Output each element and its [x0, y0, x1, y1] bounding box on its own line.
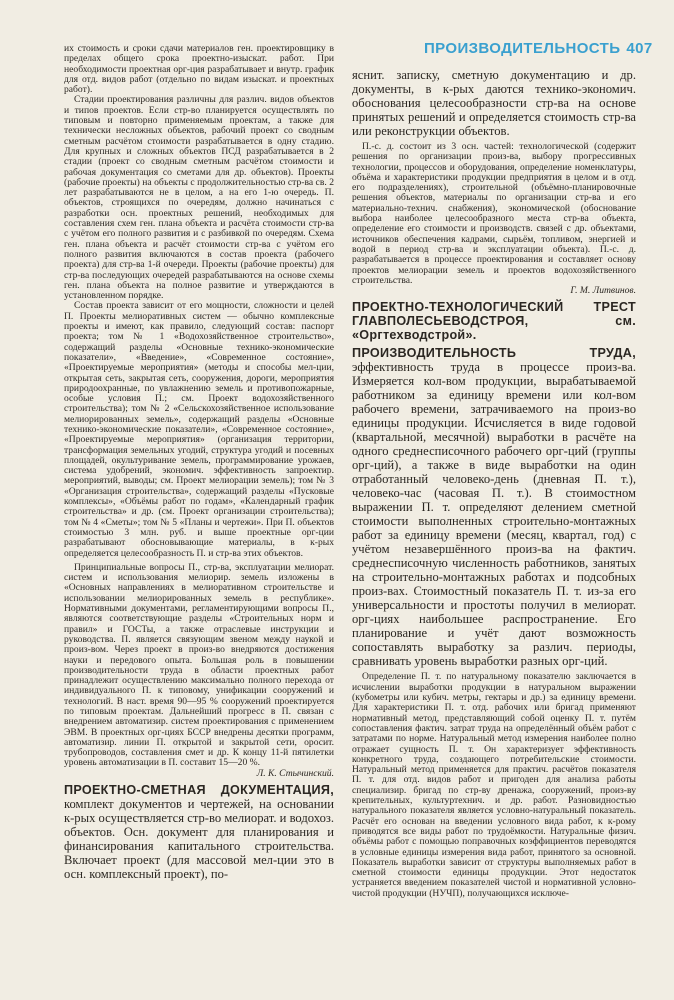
paragraph: яснит. записку, сметную документацию и др. документы, в к-рых даются технико-экономич. обоснования целесообразности стр-ва на основе принятых решений и определяется стоимость стр-ва или реконструкции объектов. — [352, 68, 636, 138]
entry-title: ПРОЕКТНО-СМЕТНАЯ ДОКУМЕНТАЦИЯ, — [64, 783, 334, 798]
entry-proizvoditelnost — [352, 346, 636, 668]
entry-text: эффективность труда в процессе произ-ва. Измеряется кол-вом продукции, вырабатываемой работником за единицу времени или кол-вом рабочего времени, затрачиваемого на произ-во единицы продукции. Исчисляется в виде годовой (квартальной, месячной) выработки в расчёте на одного среднесписочного рабочего орг-ций (группы орг-ций), а также в виде выработки на один отработанный человеко-день (дневная П. т.), человеко-час (часовая П. т.). В стоимостном выражении П. т. определяют делением сметной стоимости выполненных строительно-монтажных работ за единицу времени (месяц, квартал, год) с учётом незавершённого произ-ва на фактич. среднесписочную численность работников, занятых на строительно-монтажных работах и подсобных произ-вах. Стоимостный показатель П. т. из-за его универсальности и простоты получил в мелиорат. орг-циях наибольшее распространение. Его планирование и учёт дают возможность сопоставлять выработку за различ. периоды, сравнивать уровень выработки разных орг-ций. — [352, 360, 636, 669]
paragraph: Состав проекта зависит от его мощности, сложности и целей П. Проекты мелиоративных систем — обычно комплексные проекты и имеют, как правило, следующий состав: паспорт проекта; том № 1 «Водохозяйственное строительство», содержащий разделы «Основные технико-экономические показатели», «Введение», «Современное состояние», «Проектируемые мероприятия» (методы и способы мел-ции, открытая сеть, закрытая сеть, сооружения, дороги, мероприятия природоохранные, по увлажнению земель и противопожарные, особые условия П.; см. Проект водохозяйственного строительства); том № 2 «Сельскохозяйственное использование мелиорированных земель», содержащий разделы «Основные технико-экономические показатели», «Современное состояние», «Проектируемые мероприятия» (организация территории, трансформация земельных угодий, структура угодий и посевных площадей, окультуривание земель, программирование урожаев, система удобрений, экономич. эффективность запроектир. мероприятий, выводы; см. Проект мелиорации земель); том № 3 «Организация строительства», содержащий разделы «Пусковые комплексы», «Объёмы работ по годам», «Календарный график строительства» и др. (см. Проект организации строительства); том № 4 «Сметы»; том № 5 «Планы и чертежи». При П. объектов стоимостью 3 млн. руб. и выше проектные орг-ции разрабатывают обосновывающие материалы, в к-рых определяется целесообразность П. и стр-ва этих объектов. — [64, 300, 334, 559]
entry-text: комплект документов и чертежей, на основании к-рых осуществляется стр-во мелиорат. и водохоз. объектов. Осн. документ для планирования и финансирования капитального строительства. Включает проект (для массовой мел-ции это в осн. комплексный проект), по- — [64, 797, 334, 882]
continued-text — [352, 68, 636, 138]
entry-proektno-smetnaya — [64, 783, 334, 881]
entry-title: ПРОИЗВОДИТЕЛЬНОСТЬ ТРУДА, — [352, 346, 636, 361]
header-title: ПРОИЗВОДИТЕЛЬНОСТЬ — [424, 40, 621, 57]
author-signature: Г. М. Литвинов. — [570, 285, 636, 297]
entry-title: ПРОЕКТНО-ТЕХНОЛОГИЧЕСКИЙ ТРЕСТ ГЛАВПОЛЕСЬЕВОДСТРОЯ, см. «Оргтехводстрой». — [352, 300, 636, 343]
left-column — [64, 44, 334, 881]
paragraph: Стадии проектирования различны для различ. видов объектов и типов проектов. Если стр-во планируется осуществлять по типовым и повторно применяемым проектам, а также для технически несложных объектов, рабочий проект со сводным сметным расчётом стоимости разрабатывается в одну стадию. Для крупных и сложных объектов ПСД разрабатывается в 2 стадии (проект со сводным сметным расчётом стоимости и рабочая документация со сметами для др. объектов). Проекты (рабочие проекты) на объекты с продолжительностью стр-ва св. 2 лет разрабатываются не в целом, а на его 1-ю очередь. П. объектов, строящихся по очередям, должно начинаться с разработки осн. проектных решений, необходимых для составления схем ген. плана объекта и расчёта стоимости стр-ва с учётом его полного развития и с разбивкой по очередям. Схема ген. плана объекта и расчёт стоимости стр-ва с учётом его полного развития включаются в состав проекта (рабочего проекта) для стр-ва 1-й очереди. Проекты (рабочие проекты) для стр-ва последующих очередей разрабатываются на основе схемы ген. плана объекта на полное развитие и утверждаются в установленном порядке. — [64, 94, 334, 302]
right-column — [352, 68, 636, 899]
paragraph: Определение П. т. по натуральному показателю заключается в исчислении выработки продукции в натуральном выражении (кубометры или кубич. метры, гектары и др.) за единицу времени. Для характеристики П. т. отд. рабочих или бригад применяют нормативный метод, представляющий собой оценку П. т. путём сопоставления фактич. затрат труда на определённый объём работ с затратами по норме. Натуральный метод измерения наиболее полно отражает сущность П. т. Он характеризует эффективность конкретного труда, создающего потребительские стоимости. Натуральный метод применяется для практич. расчётов показателя П. т. для отд. видов работ и пригоден для анализа работы специализир. бригад по стр-ву дренажа, сооружений, произ-ву крепительных, культуртехнич. и др. работ. Разновидностью натурального показателя является условно-натуральный показатель. Расчёт его основан на введении условного вида работ, к к-рому приводятся все виды работ по трудоёмкости. Натуральные физич. объёмы работ с помощью поправочных коэффициентов переводятся в условные единицы измерения вида работ, принятого за основной. Показатель выработки зависит от структуры выполняемых работ в сметной стоимости единицы продукции. Этот недостаток устраняется введением показателей чистой и нормативной условно-чистой продукции (НУЧП), получающихся исключе- — [352, 671, 636, 899]
page-number: 407 — [626, 40, 653, 57]
author-signature: Л. К. Стычинский. — [256, 767, 334, 779]
paragraph: Принципиальные вопросы П., стр-ва, эксплуатации мелиорат. систем и использования мелиорир. земель изложены в «Основных направлениях в мелиоративном строительстве и использовании мелиорированных земель в республике». Нормативными документами, регламентирующими вопросы П., являются соответствующие разделы «Строительных норм и правил» и ГОСТы, а также отраслевые инструкции и руководства. П. является связующим звеном между наукой и произ-вом. Через проект в произ-во внедряются достижения науки и передового опыта. Большая роль в повышении производительности труда в области проектных работ принадлежит осуществлению максимально полного перехода от индивидуального П. к типовому, унификации сооружений и технологий. В наст. время 90—95 % сооружений проектируется по типовым проектам. Дальнейший прогресс в П. связан с внедрением автоматизир. систем проектирования с применением ЭВМ. В проектных орг-циях БССР внедрены десятки программ, автоматизир. линии П. открытой и закрытой сети, оросит. трубопроводов, составления смет и др. К концу 11-й пятилетки уровень автоматизации в П. составит 15—20 %. — [64, 561, 334, 769]
entry-trest — [352, 300, 636, 342]
running-header — [424, 40, 653, 57]
paragraph: их стоимость и сроки сдачи материалов ген. проектировщику в пределах общего срока проектно-изыскат. работ. При необходимости проектная орг-ция разрабатывает и внутр. график для отд. видов работ (отдельно по видам изыскат. и проектных работ). — [64, 43, 334, 96]
paragraph: П.-с. д. состоит из 3 осн. частей: технологической (содержит решения по организации произ-ва, выбору прогрессивных технологии, процессов и оборудования, определение номенклатуры, объёма и характеристики продукции предприятия в целом и в отд. его подразделениях), строительной (объёмно-планировочные решения объектов, материалы по организации стр-ва и его материально-технич. снабжения), экономической (обоснование выбора наиболее целесообразного места стр-ва объекта, определение его стоимости и производств. связей с др. объектами, источников обеспечения кадрами, сырьём, топливом, энергией и водой в период стр-ва и эксплуатации объекта). П.-с. д. разрабатывается в процессе проектирования и составляет основу проектов мелиорации земель и проектов водохозяйственного строительства. — [352, 141, 636, 286]
